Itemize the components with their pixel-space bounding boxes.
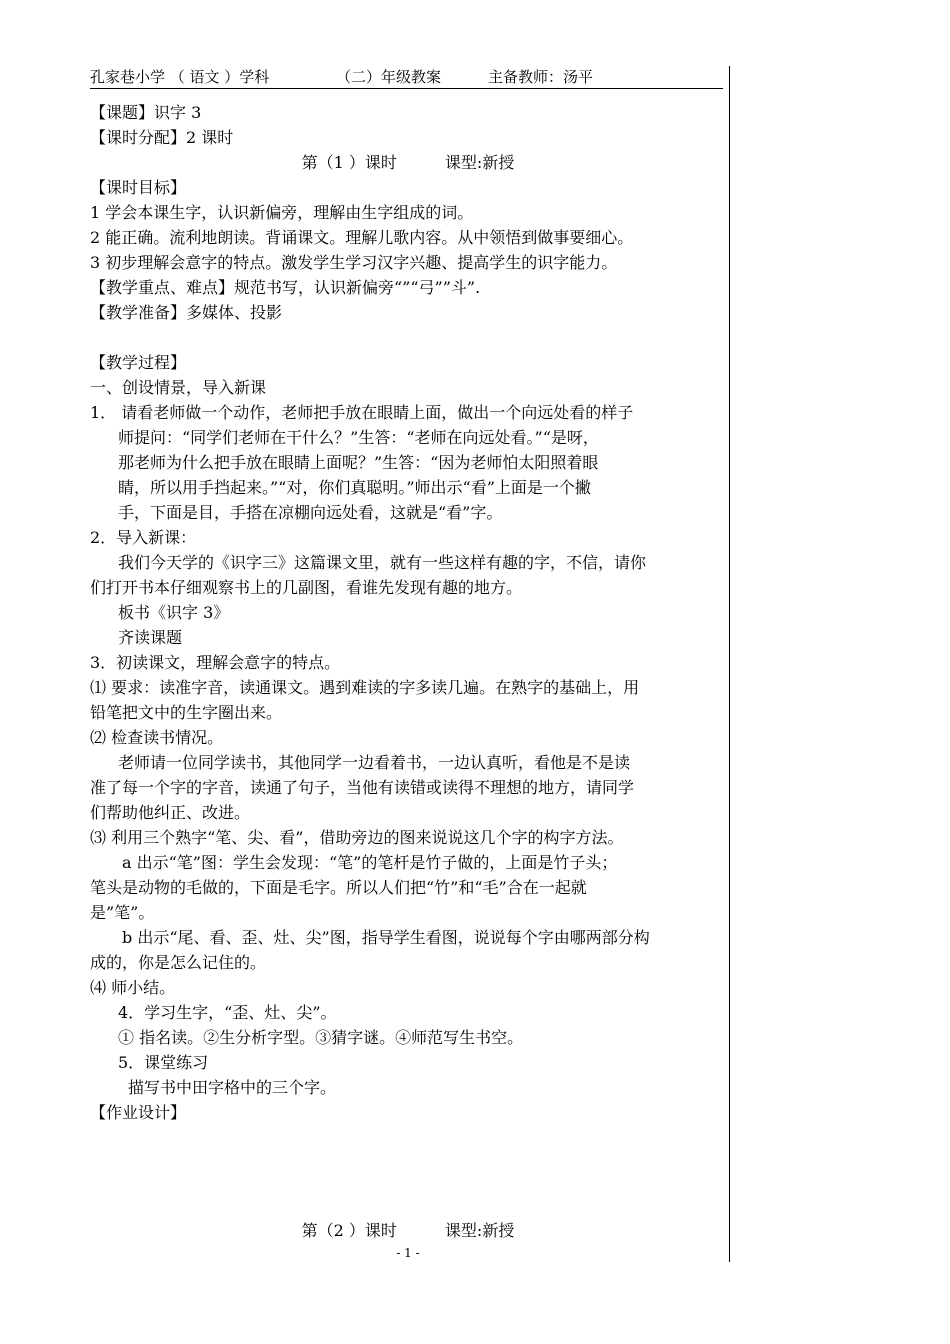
document-header xyxy=(90,66,723,89)
text-line: 那老师为什么把手放在眼睛上面呢？”生答：“因为老师怕太阳照着眼 xyxy=(118,453,599,472)
text-line: ① 指名读。②生分析字型。③猜字谜。④师范写生书空。 xyxy=(118,1028,524,1047)
text-line: 5．课堂练习 xyxy=(118,1053,209,1072)
text-line: 睛，所以用手挡起来。”“对，你们真聪明。”师出示“看”上面是一个撇 xyxy=(118,478,591,497)
text-line: 准了每一个字的字音，读通了句子，当他有读错或读得不理想的地方，请同学 xyxy=(90,778,635,797)
text-line: 老师请一位同学读书，其他同学一边看着书，一边认真听，看他是不是读 xyxy=(118,753,631,772)
text-line: 手，下面是目，手搭在凉棚向远处看，这就是“看”字。 xyxy=(118,503,503,522)
text-line: 1 学会本课生字，认识新偏旁，理解由生字组成的词。 xyxy=(90,203,474,222)
text-line: 【课题】识字 3 xyxy=(90,103,202,122)
lesson-plan-body xyxy=(90,100,726,1125)
text-line: 成的，你是怎么记住的。 xyxy=(90,953,267,972)
page-number: - 1 - xyxy=(396,1246,420,1260)
text-line: 3 初步理解会意字的特点。激发学生学习汉字兴趣、提高学生的识字能力。 xyxy=(90,253,618,272)
text-line: 们帮助他纠正、改进。 xyxy=(90,803,251,822)
header-teacher: 主备教师：汤平 xyxy=(488,68,594,86)
text-line: 1． 请看老师做一个动作，老师把手放在眼睛上面，做出一个向远处看的样子 xyxy=(90,403,634,422)
text-line: 我们今天学的《识字三》这篇课文里，就有一些这样有趣的字，不信，请你 xyxy=(118,553,647,572)
text-line: 一、创设情景，导入新课 xyxy=(90,378,267,397)
text-line: ⑴ 要求：读准字音，读通课文。遇到难读的字多读几遍。在熟字的基础上，用 xyxy=(90,678,640,697)
text-line: 3．初读课文，理解会意字的特点。 xyxy=(90,653,341,672)
text-line: ⑵ 检查读书情况。 xyxy=(90,728,224,747)
text-line: a 出示“笔”图：学生会发现：“笔”的笔杆是竹子做的，上面是竹子头； xyxy=(122,853,618,872)
text-line: 笔头是动物的毛做的，下面是毛字。所以人们把“竹”和“毛”合在一起就 xyxy=(90,878,587,897)
text-line: 4．学习生字，“歪、灶、尖”。 xyxy=(118,1003,337,1022)
text-line: 们打开书本仔细观察书上的几副图，看谁先发现有趣的地方。 xyxy=(90,578,523,597)
header-school-subject: 孔家巷小学 （ 语文 ）学科 xyxy=(90,68,270,86)
text-line: 【课时分配】2 课时 xyxy=(90,128,234,147)
text-line xyxy=(90,325,726,350)
text-line: 2 能正确。流利地朗读。背诵课文。理解儿歌内容。从中领悟到做事要细心。 xyxy=(90,228,634,247)
text-line: 【教学重点、难点】规范书写，认识新偏旁“”“弓””斗”. xyxy=(90,278,481,297)
text-line: 铅笔把文中的生字圈出来。 xyxy=(90,703,283,722)
text-line: 【作业设计】 xyxy=(90,1103,187,1122)
text-line: 【教学过程】 xyxy=(90,353,187,372)
margin-rule xyxy=(729,66,730,1262)
text-line: ⑶ 利用三个熟字“笔、尖、看”，借助旁边的图来说说这几个字的构字方法。 xyxy=(90,828,624,847)
text-line: 2．导入新课： xyxy=(90,528,197,547)
text-line: b 出示“尾、看、歪、灶、尖”图，指导学生看图，说说每个字由哪两部分构 xyxy=(122,928,650,947)
lesson-2-heading: 第（2 ）课时 课型:新授 xyxy=(301,1221,515,1240)
text-line: ⑷ 师小结。 xyxy=(90,978,176,997)
text-line: 师提问：“同学们老师在干什么？”生答：“老师在向远处看。”“是呀， xyxy=(118,428,599,447)
text-line: 是”笔”。 xyxy=(90,903,155,922)
text-line: 【教学准备】多媒体、投影 xyxy=(90,303,283,322)
text-line: 第（1 ）课时 课型:新授 xyxy=(301,153,515,172)
text-line: 板书《识字 3》 xyxy=(118,603,230,622)
text-line: 描写书中田字格中的三个字。 xyxy=(128,1078,337,1097)
text-line: 【课时目标】 xyxy=(90,178,187,197)
header-grade: （二）年级教案 xyxy=(336,68,442,86)
text-line: 齐读课题 xyxy=(118,628,183,647)
